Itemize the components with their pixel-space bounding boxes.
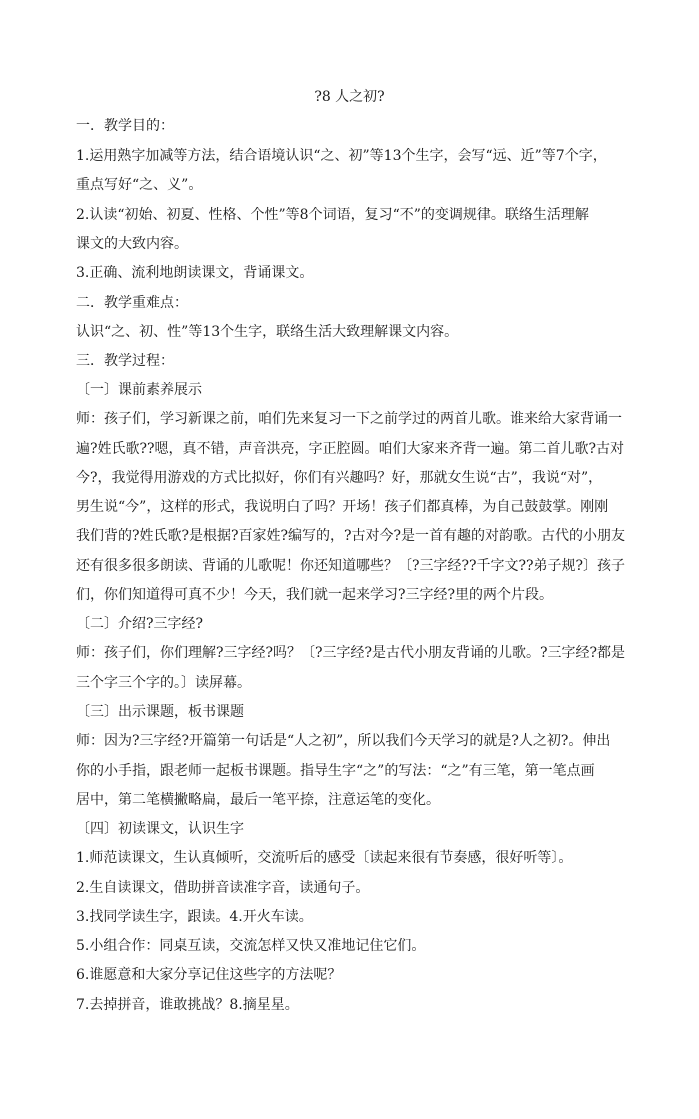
paragraph-line: 们，你们知道得可真不少！今天，我们就一起来学习?三字经?里的两个片段。 bbox=[76, 587, 554, 603]
paragraph-line: 还有很多很多朗读、背诵的儿歌呢！你还知道哪些？〔?三字经??千字文??弟子规?〕孩子 bbox=[76, 558, 626, 574]
subsection-heading: 〔三〕出示课题，板书课题 bbox=[76, 704, 244, 720]
paragraph-line: 课文的大致内容。 bbox=[76, 236, 188, 252]
paragraph-line: 我们背的?姓氏歌?是根据?百家姓?编写的，?古对今?是一首有趣的对韵歌。古代的小朋友 bbox=[76, 528, 626, 544]
paragraph-line: 认识“之、初、性”等13个生字，联络生活大致理解课文内容。 bbox=[76, 324, 459, 340]
paragraph-line: 3.正确、流利地朗读课文，背诵课文。 bbox=[76, 265, 314, 281]
paragraph-line: 师：孩子们，你们理解?三字经?吗？〔?三字经?是古代小朋友背诵的儿歌。?三字经?都是 bbox=[76, 645, 626, 661]
paragraph-line: 男生说“今”，这样的形式，我说明白了吗？开场！孩子们都真棒，为自己鼓鼓掌。刚刚 bbox=[76, 499, 609, 515]
paragraph-line: 居中，第二笔横撇略扁，最后一笔平捺，注意运笔的变化。 bbox=[76, 792, 440, 808]
section-heading-goals: 一．教学目的： bbox=[76, 118, 174, 134]
paragraph-line: 今?，我觉得用游戏的方式比拟好，你们有兴趣吗？好，那就女生说“古”，我说“对”， bbox=[76, 470, 603, 486]
list-item: 6.谁愿意和大家分享记住这些字的方法呢？ bbox=[76, 967, 342, 983]
subsection-heading: 〔二〕介绍?三字经? bbox=[76, 616, 204, 632]
paragraph-line: 师：因为?三字经?开篇第一句话是“人之初”，所以我们今天学习的就是?人之初?。伸出 bbox=[76, 733, 611, 749]
list-item: 7.去掉拼音，谁敢挑战？8.摘星星。 bbox=[76, 997, 299, 1013]
list-item: 3.找同学读生字，跟读。4.开火车读。 bbox=[76, 909, 313, 925]
section-heading-process: 三．教学过程： bbox=[76, 353, 174, 369]
paragraph-line: 三个字三个字的。〕读屏幕。 bbox=[76, 675, 251, 691]
paragraph-line: 重点写好“之、义”。 bbox=[76, 177, 203, 193]
subsection-heading: 〔四〕初读课文，认识生字 bbox=[76, 821, 244, 837]
subsection-heading: 〔一〕课前素养展示 bbox=[76, 382, 202, 398]
paragraph-line: 1.运用熟字加减等方法，结合语境认识“之、初”等13个生字，会写“远、近”等7个字， bbox=[76, 148, 607, 164]
list-item: 5.小组合作：同桌互读，交流怎样又快又准地记住它们。 bbox=[76, 938, 426, 954]
paragraph-line: 你的小手指，跟老师一起板书课题。指导生字“之”的写法：“之”有三笔，第一笔点画 bbox=[76, 763, 595, 779]
section-heading-difficulties: 二．教学重难点： bbox=[76, 295, 188, 311]
paragraph-line: 2.认读“初始、初夏、性格、个性”等8个词语，复习“不”的变调规律。联络生活理解 bbox=[76, 207, 589, 223]
document-title: ?8 人之初? bbox=[314, 89, 385, 105]
list-item: 1.师范读课文，生认真倾听，交流听后的感受〔读起来很有节奏感，很好听等〕。 bbox=[76, 850, 573, 866]
paragraph-line: 遍?姓氏歌??嗯，真不错，声音洪亮，字正腔圆。咱们大家来齐背一遍。第二首儿歌?古对 bbox=[76, 441, 625, 457]
list-item: 2.生自读课文，借助拼音读准字音，读通句子。 bbox=[76, 880, 370, 896]
paragraph-line: 师：孩子们，学习新课之前，咱们先来复习一下之前学过的两首儿歌。谁来给大家背诵一 bbox=[76, 411, 622, 427]
